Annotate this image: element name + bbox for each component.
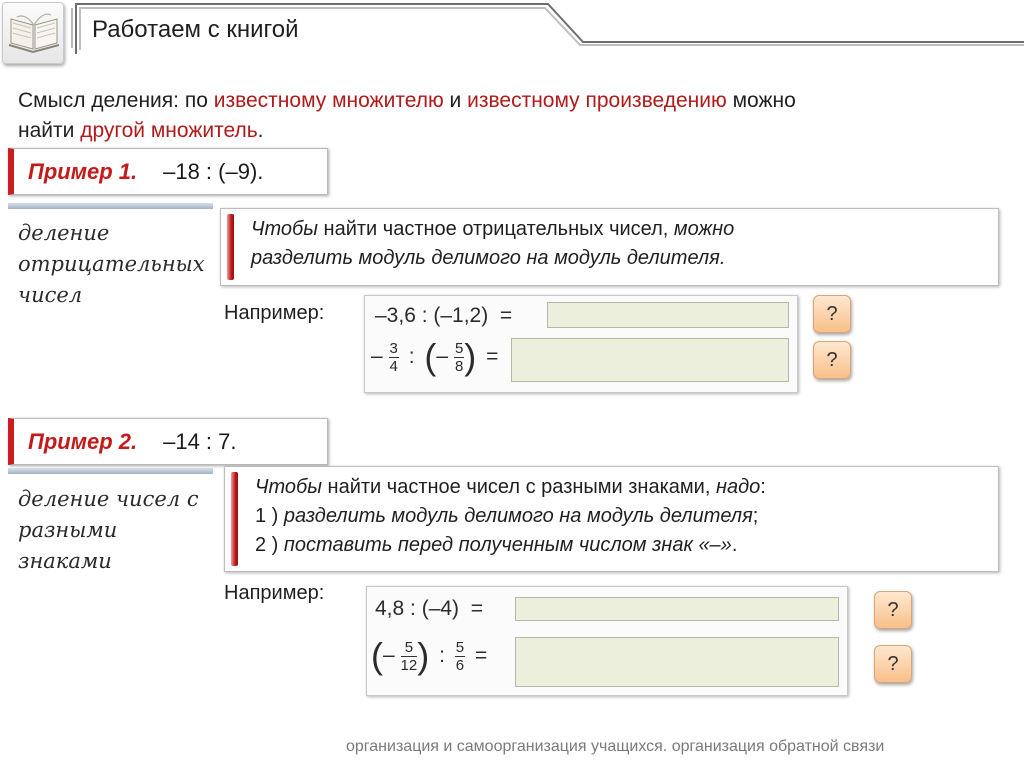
answer-field-2[interactable]	[515, 637, 839, 687]
colon-sign: :	[439, 643, 445, 667]
rule-text: Чтобы	[251, 218, 318, 240]
colon-sign: :	[408, 344, 415, 368]
topic-line: отрицательных	[18, 252, 205, 276]
minus-sign: –	[371, 344, 383, 368]
rule-text: .	[731, 534, 738, 556]
separator-bar	[8, 468, 213, 474]
example-2-label: Пример 2.	[28, 429, 138, 454]
exercise-1-expression: –3,6 : (–1,2) =	[375, 304, 513, 327]
intro-highlight: известному множителю	[213, 89, 444, 112]
rule-text: разделить модуль делимого на модуль делителя.	[251, 247, 726, 269]
rule-text: надо	[715, 476, 761, 498]
rule-text: разделить модуль делимого на модуль делителя	[283, 505, 753, 527]
example-1-label: Пример 1.	[28, 159, 138, 184]
rule-text: поставить перед полученным числом знак «–»	[283, 534, 732, 556]
example-2-expression: –14 : 7.	[163, 429, 237, 454]
rule-text: 2 )	[255, 534, 284, 556]
example-2-for-example: Например:	[224, 582, 325, 604]
example-1-expression: –18 : (–9).	[163, 159, 264, 184]
rule-text: 1 )	[255, 505, 284, 527]
footer-caption: организация и самоорганизация учащихся. организация обратной связи	[346, 738, 885, 755]
intro-part: найти	[18, 119, 81, 142]
help-button[interactable]: ?	[874, 591, 912, 629]
intro-highlight: другой множитель	[80, 119, 258, 142]
fraction: $\frac{3}{4}$	[389, 339, 398, 375]
fraction: $\frac{5}{6}$	[455, 638, 465, 674]
exercise-2-expression: – $\frac{3}{4}$ : (– $\frac{5}{8}$ ) =	[371, 336, 499, 377]
example-1-rule	[220, 208, 999, 286]
answer-field-1[interactable]	[547, 302, 789, 328]
rule-text: найти частное отрицательных чисел,	[318, 218, 674, 240]
help-button[interactable]: ?	[813, 295, 851, 333]
topic-line: деление чисел с	[18, 487, 199, 511]
rule-text: найти частное чисел с разными знаками,	[322, 476, 716, 498]
equals-sign: =	[474, 643, 488, 667]
example-2-box	[8, 418, 328, 465]
intro-part: и	[443, 89, 468, 112]
example-1-for-example: Например:	[224, 302, 325, 324]
example-2-topic	[18, 484, 223, 577]
rule-marker	[231, 472, 238, 566]
example-1-topic	[18, 218, 223, 311]
equals-sign: =	[486, 344, 499, 368]
rule-text: Чтобы	[255, 476, 322, 498]
example-1-box	[8, 148, 328, 195]
minus-sign: –	[436, 344, 449, 368]
separator-bar	[8, 203, 213, 209]
minus-sign: –	[383, 643, 395, 667]
rule-text: ;	[752, 505, 759, 527]
rule-text: можно	[673, 218, 735, 240]
exercise-2-expression: (– $\frac{5}{12}$ ) : $\frac{5}{6}$ =	[371, 635, 488, 676]
example-2-exercises	[366, 586, 848, 696]
example-1-exercises	[364, 295, 798, 393]
help-button[interactable]: ?	[874, 645, 912, 683]
fraction: $\frac{5}{8}$	[454, 339, 464, 375]
exercise-1-expression: 4,8 : (–4) =	[375, 597, 483, 620]
topic-line: чисел	[18, 283, 83, 307]
topic-line: деление	[18, 221, 110, 245]
fraction: $\frac{5}{12}$	[400, 638, 418, 674]
intro-text	[18, 86, 1008, 146]
rule-text: :	[760, 476, 766, 498]
intro-part: Смысл деления: по	[18, 89, 214, 112]
topic-line: разными	[18, 518, 118, 542]
page-title: Работаем с книгой	[92, 16, 299, 43]
answer-field-1[interactable]	[515, 597, 839, 621]
topic-line: знаками	[18, 549, 112, 573]
intro-part: .	[257, 119, 264, 142]
rule-marker	[227, 214, 234, 280]
help-button[interactable]: ?	[813, 341, 851, 379]
intro-highlight: известному произведению	[467, 89, 727, 112]
intro-part: можно	[726, 89, 796, 112]
answer-field-2[interactable]	[511, 338, 789, 382]
example-2-rule	[224, 466, 999, 572]
